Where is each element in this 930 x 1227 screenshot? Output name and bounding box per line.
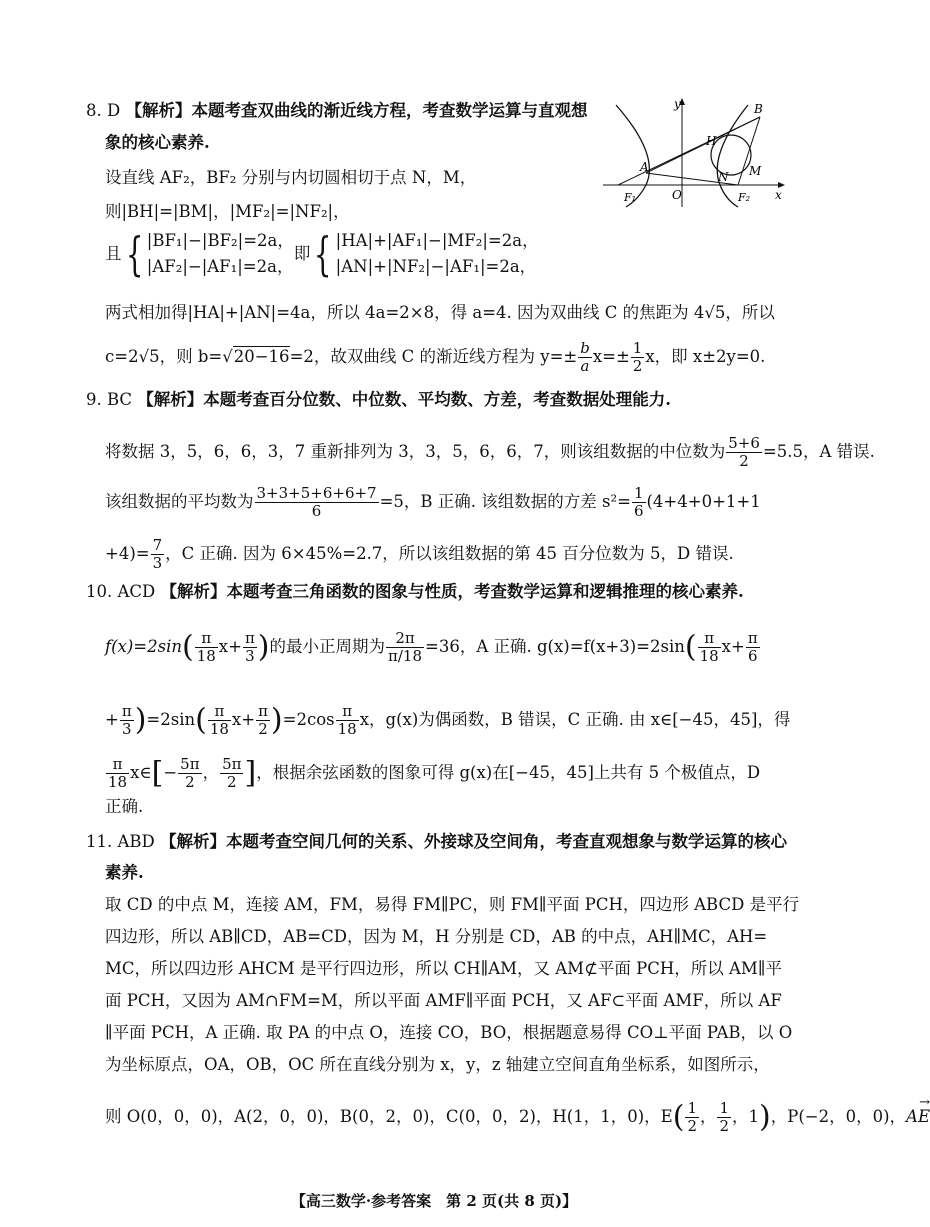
q11-line7-a: 则 O(0，0，0)，A(2，0，0)，B(0，2，0)，C(0，0，2)，H(1，1，0)，E: [105, 1107, 673, 1126]
label-O: O: [672, 188, 682, 202]
q9-line3-b: ，C 正确. 因为 6×45%=2.7，所以该组数据的第 45 百分位数为 5，D 错误.: [165, 544, 734, 563]
q9-line1-a: 将数据 3，5，6，6，3，7 重新排列为 3，3，5，6，6，7，则该组数据的中位数为: [105, 442, 726, 461]
q10-line2-b: =2sin: [146, 710, 196, 729]
q8-line3: 两式相加得|HA|+|AN|=4a，所以 4a=2×8，得 a=4. 因为双曲线 C 的焦距为 4√5，所以: [105, 303, 775, 322]
q8-system1-eq2: |AF₂|−|AF₁|=2a，: [146, 257, 294, 276]
left-brace-icon: {: [314, 227, 332, 281]
q10-line3-a: x∈: [130, 763, 152, 782]
label-y: y: [674, 97, 681, 111]
q9-frac-variance: $\frac{1}{6}$: [633, 484, 644, 520]
q11-line3: MC，所以四边形 AHCM 是平行四边形，所以 CH∥AM，又 AM⊄平面 PCH，所以 AM∥平: [105, 959, 782, 978]
q10-line4: 正确.: [105, 797, 144, 816]
q10-line2-c: x+: [231, 710, 256, 729]
q10-tag: 【解析】: [160, 582, 227, 601]
q10-frac: $\frac{\pi}{18}$: [209, 702, 229, 738]
q10-line3-b: ，根据余弦函数的图象可得 g(x)在[−45，45]上共有 5 个极值点，D: [256, 763, 761, 782]
left-brace-icon: {: [125, 227, 143, 281]
q10-frac: $\frac{\pi}{3}$: [244, 629, 255, 665]
q10-line1-b: x+: [218, 637, 242, 656]
q9-tag: 【解析】: [137, 390, 204, 409]
q8-answer: 8. D: [86, 101, 121, 120]
q9-line2: [105, 485, 761, 520]
q9-line3: [105, 537, 734, 572]
q8-system1: [147, 228, 294, 280]
q11-line6: 为坐标原点，OA，OB，OC 所在直线分别为 x，y，z 轴建立空间直角坐标系，如图所示，: [105, 1055, 770, 1074]
q9-line2-a: 该组数据的平均数为: [105, 492, 254, 511]
q8-intro: 本题考查双曲线的渐近线方程，考查数学运算与直观想: [191, 101, 588, 120]
q9-line1-b: =5.5，A 错误.: [762, 442, 875, 461]
q8-heading: [86, 100, 587, 122]
label-M: M: [749, 164, 762, 178]
label-N: N: [718, 170, 729, 184]
q8-system1-eq1: |BF₁|−|BF₂|=2a，: [146, 231, 294, 250]
q10-line2: + $\frac{\pi}{3}$ )=2sin( $\frac{\pi}{18}$ x+ $\frac{\pi}{2}$ )=2cos $\frac{\pi}{18}$ x，g(x)为偶函数，B 错误，C 正确. 由 x∈[−45，45]，得: [105, 702, 791, 738]
q10-heading: [86, 581, 744, 603]
page-footer: 【高三数学·参考答案 第 2 页(共 8 页)】: [290, 1192, 578, 1210]
label-F1: F₁: [624, 191, 637, 204]
q8-tag: 【解析】: [125, 101, 192, 120]
q11-frac: $\frac{1}{2}$: [687, 1099, 697, 1135]
incircle: [711, 135, 751, 175]
q9-line2-b: =5，B 正确. 该组数据的方差 s²=: [379, 492, 631, 511]
q8-ji: 即: [293, 244, 311, 263]
q9-heading: [86, 389, 671, 411]
q10-frac: $\frac{\pi}{18}$: [699, 629, 719, 665]
q8-line4-b: =2，故双曲线 C 的渐近线方程为 y=±: [289, 347, 578, 366]
q8-line2: 则|BH|=|BM|，|MF₂|=|NF₂|，: [105, 202, 350, 221]
q8-line4-a: c=2√5，则 b=: [105, 347, 223, 366]
label-F2: F₂: [738, 191, 751, 204]
q8-system2: [336, 228, 539, 280]
q8-system2-eq2: |AN|+|NF₂|−|AF₁|=2a，: [335, 257, 537, 276]
q10-line1-d: =36，A 正确. g(x)=f(x+3)=2sin: [425, 637, 685, 656]
vector-arrow-icon: →: [919, 1095, 930, 1110]
q11-line2: 四边形，所以 AB∥CD，AB=CD，因为 M，H 分别是 CD，AB 的中点，AH∥MC，AH=: [105, 927, 768, 946]
q10-line2-e: x，g(x)为偶函数，B 错误，C 正确. 由 x∈[−45，45]，得: [359, 710, 791, 729]
q10-frac: $\frac{\pi}{3}$: [121, 702, 132, 738]
q10-answer: 10. ACD: [86, 582, 156, 601]
q10-line3: $\frac{\pi}{18}$ x∈[− $\frac{5\pi}{2}$ ， $\frac{5\pi}{2}$ ]，根据余弦函数的图象可得 g(x)在[−45，45]上共有 5 个极值点，D: [108, 755, 761, 791]
vector-AE: [906, 1095, 930, 1128]
q9-intro: 本题考查百分位数、中位数、平均数、方差，考查数据处理能力.: [203, 390, 672, 409]
q8-systems: [105, 228, 539, 292]
q8-qie: 且: [105, 244, 122, 263]
q11-tag: 【解析】: [160, 832, 227, 851]
q9-line2-c: (4+4+0+1+1: [646, 492, 761, 511]
q8-system2-eq1: |HA|+|AF₁|−|MF₂|=2a，: [335, 231, 539, 250]
q8-intro-cont: 象的核心素养.: [105, 133, 210, 152]
q10-frac: $\frac{\pi}{18}$: [108, 755, 128, 791]
q9-frac-median: $\frac{5+6}{2}$: [728, 434, 760, 470]
q11-line7-c: ，P(−2，0，0)，: [770, 1107, 907, 1126]
label-B: B: [754, 102, 763, 116]
q9-frac-7-3: $\frac{7}{3}$: [152, 536, 163, 572]
q11-frac: $\frac{1}{2}$: [719, 1099, 730, 1135]
q10-line1-c: 的最小正周期为: [269, 637, 386, 656]
q11-line1: 取 CD 的中点 M，连接 AM，FM，易得 FM∥PC，则 FM∥平面 PCH，四边形 ABCD 是平行: [105, 895, 800, 914]
q11-line7: 则 O(0，0，0)，A(2，0，0)，B(0，2，0)，C(0，0，2)，H(1，1，0)，E( $\frac{1}{2}$ ， $\frac{1}{2}$ ，1)，P(−2，0，0)， → AE: [105, 1095, 930, 1135]
q9-line3-a: +4)=: [105, 544, 150, 563]
vector-AE-label: AE: [906, 1107, 930, 1126]
q11-answer: 11. ABD: [86, 832, 155, 851]
q9-answer: 9. BC: [86, 390, 133, 409]
q9-line1: [105, 435, 875, 470]
q10-line1: f(x)=2sin( $\frac{\pi}{18}$ x+ $\frac{\pi}{3}$ )的最小正周期为 $\frac{2\pi}{\pi/18}$ =36，A 正确. g(x)=f(x+3)=2sin( $\frac{\pi}{18}$ x+ $\frac{\pi}{6}$: [105, 629, 758, 665]
q11-intro: 本题考查空间几何的关系、外接球及空间角，考查直观想象与数学运算的核心: [226, 832, 788, 851]
q8-line4-c: x=±: [592, 347, 630, 366]
q8-line4-d: x，即 x±2y=0.: [645, 347, 766, 366]
q8-line4: c=2√5，则 b=√20−16=2，故双曲线 C 的渐近线方程为 y=± $\frac{b}{a}$ x=± $\frac{1}{2}$ x，即 x±2y=0.: [105, 339, 766, 375]
q10-frac: $\frac{\pi}{2}$: [258, 702, 268, 738]
q10-frac: $\frac{5\pi}{2}$: [222, 755, 242, 791]
line-A-B: [646, 117, 760, 173]
label-A: A: [640, 160, 649, 174]
q10-line1-e: x+: [721, 637, 745, 656]
q10-line1-a: f(x)=2sin: [105, 637, 182, 656]
q10-frac: $\frac{\pi}{18}$: [337, 702, 357, 738]
q8-line1: 设直线 AF₂，BF₂ 分别与内切圆相切于点 N，M，: [105, 168, 477, 187]
q8-frac-1-2: $\frac{1}{2}$: [632, 339, 643, 375]
q11-line4: 面 PCH，又因为 AM∩FM=M，所以平面 AMF∥平面 PCH，又 AF⊂平面 AMF，所以 AF: [105, 991, 782, 1010]
q10-line2-a: +: [105, 710, 119, 729]
q9-frac-mean: $\frac{3+3+5+6+6+7}{6}$: [256, 484, 377, 520]
q8-sqrt: 20−16: [233, 347, 290, 366]
q11-intro-cont: 素养.: [105, 863, 144, 882]
label-H: H: [706, 134, 717, 148]
q10-frac: $\frac{\pi}{18}$: [196, 629, 216, 665]
q10-frac: $\frac{5\pi}{2}$: [180, 755, 200, 791]
q10-intro: 本题考查三角函数的图象与性质，考查数学运算和逻辑推理的核心素养.: [226, 582, 744, 601]
label-x: x: [775, 188, 782, 202]
q8-frac-b-a: $\frac{b}{a}$: [580, 339, 590, 375]
q11-line7-b: ，1: [732, 1107, 760, 1126]
q10-frac: $\frac{\pi}{6}$: [747, 629, 758, 665]
q11-line5: ∥平面 PCH，A 正确. 取 PA 的中点 O，连接 CO，BO，根据题意易得 CO⊥平面 PAB，以 O: [105, 1023, 793, 1042]
q10-frac-period: $\frac{2\pi}{\pi/18}$: [388, 629, 423, 665]
q11-heading: [86, 831, 787, 853]
hyperbola-figure: [598, 95, 788, 210]
q10-line2-d: =2cos: [282, 710, 335, 729]
